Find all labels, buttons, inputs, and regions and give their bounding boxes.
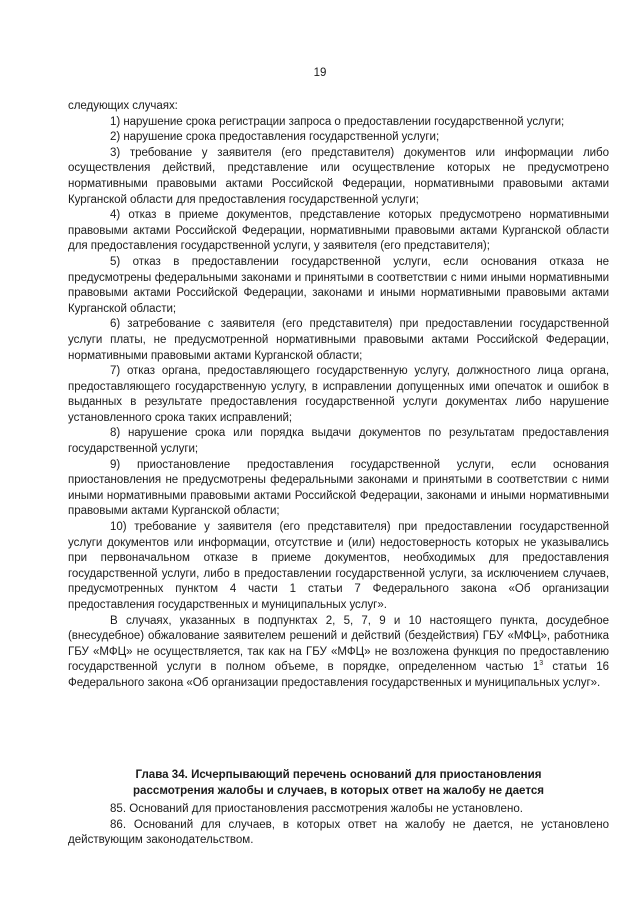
list-item-9: 9) приостановление предоставления государственной услуги, если основания приостановления не предусмотрены федеральными законами и принятыми в соответствии с ними иными нормативными правовыми актами Российской Федерации, законами и иными нормативными правовыми актами Курганской области; (68, 458, 609, 518)
chapter-heading-line1: Глава 34. Исчерпывающий перечень оснований для приостановления (135, 769, 542, 781)
paragraph-exceptions (68, 614, 609, 692)
closing-section (68, 802, 609, 849)
list-item-6: 6) затребование с заявителя (его представителя) при предоставлении государственной услуги платы, не предусмотренной нормативными правовыми актами Российской Федерации, нормативными правовыми актами Курганской области; (68, 318, 609, 362)
exceptions-text-part1: В случаях, указанных в подпунктах 2, 5, 7, 9 и 10 настоящего пункта, досудебное (внесудебное) обжалование заявителем решений и действий (бездействия) ГБУ «МФЦ», работника ГБУ «МФЦ» не осуществляется, так как на ГБУ «МФЦ» не возложена функция по предоставлению государственной услуги в полном объеме, в порядке, определенном частью 1 (68, 614, 609, 674)
exceptions-text-part2: статьи 16 Федерального закона «Об организации предоставления государственных и муниципальных услуг». (68, 661, 609, 689)
paragraph-86: 86. Оснований для случаев, в которых ответ на жалобу не дается, не установлено действующим законодательством. (68, 818, 609, 847)
list-item-3: 3) требование у заявителя (его представителя) документов или информации либо осуществления действий, представление или осуществление которых не предусмотрено нормативными правовыми актами Российской Федерации, нормативными правовыми актами Курганской области для предоставления государственной услуги; (68, 146, 609, 206)
page-number: 19 (313, 67, 327, 79)
list-item-2: 2) нарушение срока предоставления государственной услуги; (110, 131, 440, 144)
list-item-5: 5) отказ в предоставлении государственной услуги, если основания отказа не предусмотрены федеральными законами и принятыми в соответствии с ними иными нормативными правовыми актами Российской Федерации, законами и иными нормативными правовыми актами Курганской области; (68, 255, 609, 315)
list-item-4: 4) отказ в приеме документов, представление которых предусмотрено нормативными правовыми актами Российской Федерации, нормативными правовыми актами Курганской области для предоставления государственной услуги, у заявителя (его представителя); (68, 209, 609, 253)
paragraph-intro: следующих случаях: (68, 100, 178, 112)
list-item-7: 7) отказ органа, предоставляющего государственную услугу, должностного лица органа, предоставляющего государственную услугу, в исправлении допущенных ими опечаток и ошибок в выданных в результате предоставления государственной услуги документах либо нарушение установленного срока таких исправлений; (68, 365, 609, 424)
chapter-heading (68, 768, 609, 799)
superscript: 3 (539, 660, 544, 668)
chapter-heading-line2: рассмотрения жалобы и случаев, в которых ответ на жалобу не дается (133, 784, 544, 797)
list-item-8: 8) нарушение срока или порядка выдачи документов по результатам предоставления государственной услуги; (68, 427, 609, 456)
list-item-10: 10) требование у заявителя (его представителя) при предоставлении государственной услуги документов или информации, отсутствие и (или) недостоверность которых не указывались при первоначальном отказе в приеме документов, необходимых для предоставления государственной услуги, либо в предоставлении государственной услуги, за исключением случаев, предусмотренных пунктом 4 части 1 статьи 7 Федерального закона «Об организации предоставления государственных и муниципальных услуг». (68, 521, 609, 611)
paragraph-85: 85. Оснований для приостановления рассмотрения жалобы не установлено. (110, 803, 523, 815)
list-item-1: 1) нарушение срока регистрации запроса о предоставлении государственной услуги; (110, 115, 565, 128)
body-text (68, 99, 609, 692)
